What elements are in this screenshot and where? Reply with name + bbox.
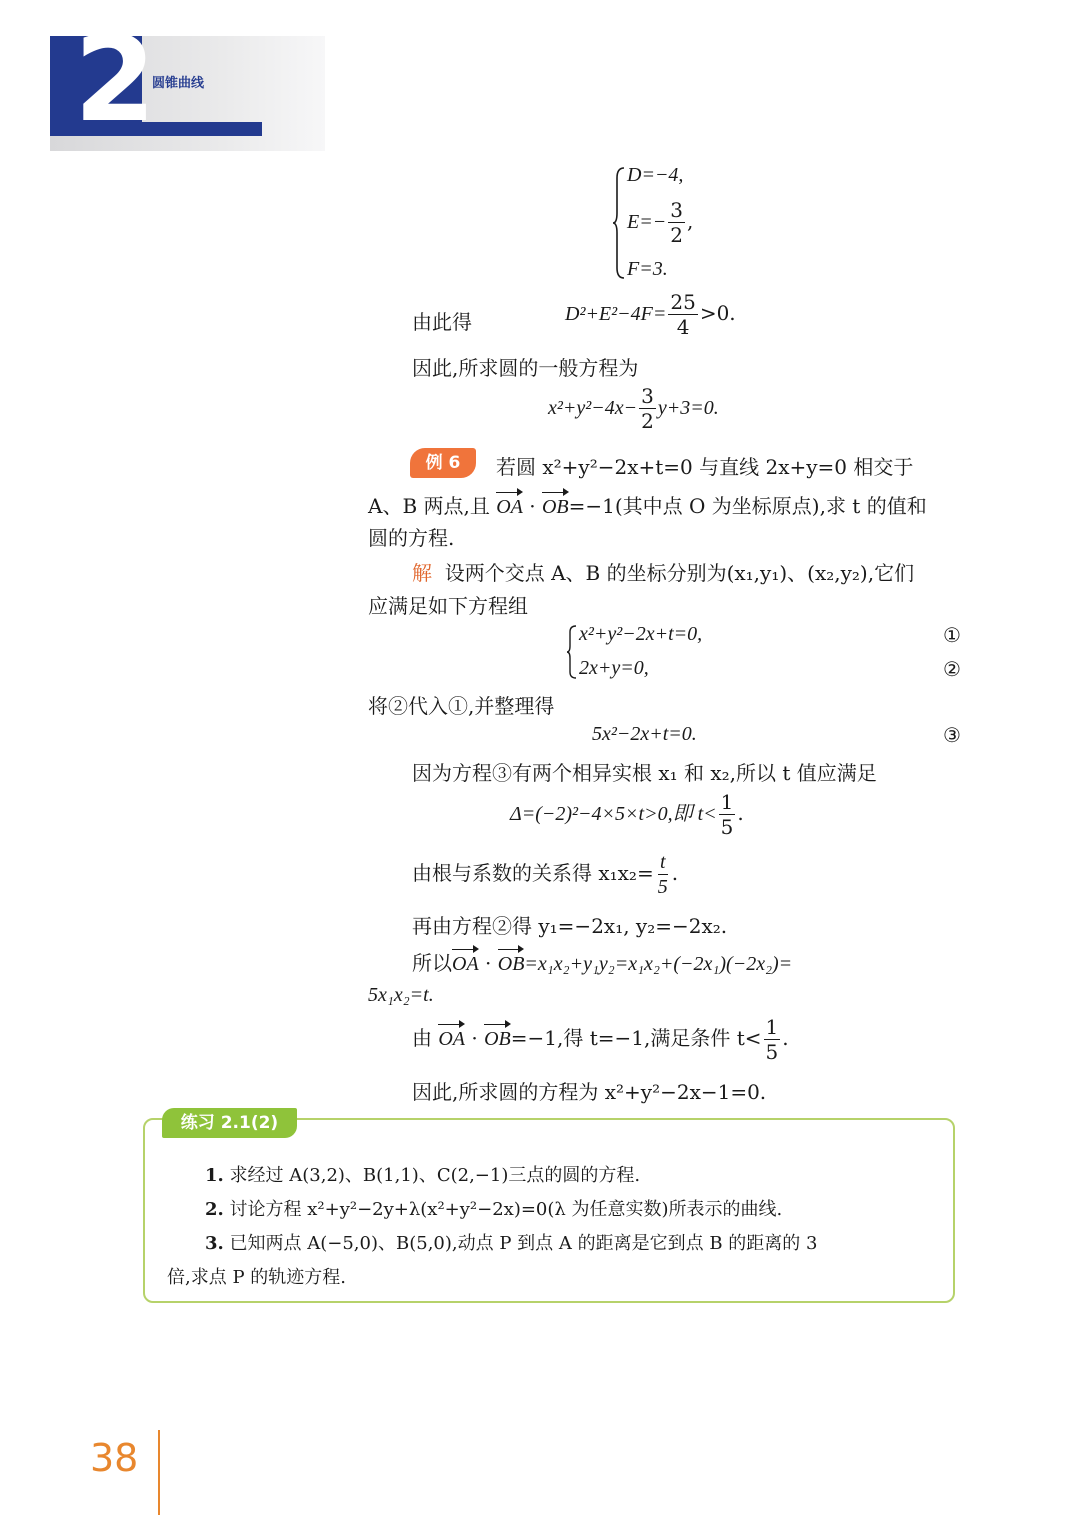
from-fraction <box>764 1017 781 1062</box>
equation-fraction <box>639 386 656 431</box>
from-prefix: 由 <box>412 1026 432 1050</box>
system-e-numerator: 3 <box>670 198 683 222</box>
vector-ob: OB <box>541 496 569 518</box>
system-e-denominator: 2 <box>670 223 683 247</box>
equation-denominator: 2 <box>641 409 654 433</box>
system-line-e <box>627 200 693 245</box>
dot-operator-2: · <box>485 951 492 975</box>
exercise-item-3 <box>205 1229 817 1255</box>
because-text: 因为方程③有两个相异实根 x₁ 和 x₂,所以 t 值应满足 <box>412 761 877 785</box>
delta-condition <box>510 792 744 837</box>
exercise-title: 练习 2.1(2) <box>162 1108 297 1138</box>
example-6-line-1: 若圆 x²+y²−2x+t=0 与直线 2x+y=0 相交于 <box>496 455 914 479</box>
vieta-numerator: t <box>659 851 666 873</box>
derive-prefix: D²+E²−4F= <box>565 303 667 325</box>
delta-prefix: Δ=(−2)²−4×5×t>0,即 t< <box>510 803 717 825</box>
from-line <box>412 1017 789 1062</box>
final-answer: 因此,所求圆的方程为 x²+y²−2x−1=0. <box>412 1080 767 1104</box>
derive-denominator: 4 <box>676 315 690 339</box>
chapter-header-bar <box>142 122 262 136</box>
page-number-rule <box>158 1430 160 1515</box>
vector-oa-2: OA <box>452 953 479 975</box>
solution-line-2: 应满足如下方程组 <box>368 594 528 618</box>
exercise-item-3-text: 已知两点 A(−5,0)、B(5,0),动点 P 到点 A 的距离是它到点 B 的距离的 3 <box>229 1233 818 1254</box>
system-brace-icon <box>612 166 626 280</box>
example-6-tag: 例 6 <box>410 448 476 478</box>
exercise-item-1-number: 1. <box>205 1165 224 1186</box>
exercise-item-2 <box>205 1195 782 1221</box>
substitute-text: 将②代入①,并整理得 <box>368 694 555 718</box>
delta-fraction <box>719 792 736 837</box>
system-line-f: F=3. <box>627 258 668 280</box>
dot-operator: · <box>529 494 536 518</box>
solution-label: 解 <box>412 561 432 585</box>
exercise-item-1 <box>205 1161 640 1187</box>
vieta-suffix: . <box>671 861 679 885</box>
chapter-number: 2 <box>74 10 157 148</box>
equation-mark-2: ② <box>943 657 961 681</box>
system2-equation-2: 2x+y=0, <box>579 657 649 679</box>
so-expression: =x₁x₂+y₁y₂=x₁x₂+(−2x₁)(−2x₂)= <box>524 953 793 975</box>
delta-denominator: 5 <box>720 815 734 839</box>
vieta-prefix: 由根与系数的关系得 x₁x₂= <box>412 861 654 885</box>
so-prefix: 所以 <box>412 951 452 975</box>
system-line-d: D=−4, <box>627 164 684 186</box>
so-line-2: 5x₁x₂=t. <box>368 984 434 1006</box>
equation-3: 5x²−2x+t=0. <box>592 723 697 745</box>
derive-label: 由此得 <box>412 310 472 334</box>
system2-brace-icon <box>566 624 578 680</box>
exercise-item-3-continued: 倍,求点 P 的轨迹方程. <box>167 1267 346 1288</box>
equation-mark-1: ① <box>943 623 961 647</box>
page-number: 38 <box>90 1436 139 1480</box>
equation-prefix: x²+y²−4x− <box>548 397 638 419</box>
dot-product-line <box>412 947 792 976</box>
example-6-line-2 <box>368 490 927 519</box>
delta-suffix: . <box>737 801 744 825</box>
vieta-denominator: 5 <box>657 876 668 898</box>
system-e-prefix: E=− <box>627 211 667 233</box>
system2-equation-1: x²+y²−2x+t=0, <box>579 623 703 645</box>
equation-suffix: y+3=0. <box>657 397 719 419</box>
general-equation <box>548 386 719 431</box>
from-middle: =−1,得 t=−1,满足条件 t< <box>510 1026 762 1050</box>
solution-line-1 <box>412 557 914 586</box>
from-suffix: . <box>782 1026 789 1050</box>
derive-suffix: >0. <box>699 301 736 325</box>
example-6-line-2-start: A、B 两点,且 <box>368 494 490 518</box>
system-e-fraction <box>668 200 685 245</box>
vieta-fraction <box>656 852 670 897</box>
delta-numerator: 1 <box>720 790 734 814</box>
system-e-suffix: , <box>686 209 694 233</box>
dot-operator-3: · <box>471 1026 478 1050</box>
example-6-line-2-end: =−1(其中点 O 为坐标原点),求 t 的值和 <box>568 494 927 518</box>
exercise-item-2-text: 讨论方程 x²+y²−2y+λ(x²+y²−2x)=0(λ 为任意实数)所表示的曲线. <box>229 1199 783 1220</box>
derive-expression <box>565 292 736 337</box>
equation-numerator: 3 <box>641 384 654 408</box>
equation-mark-3: ③ <box>943 723 961 747</box>
from-denominator: 5 <box>765 1040 779 1064</box>
exercise-item-3-number: 3. <box>205 1233 224 1254</box>
vector-oa-3: OA <box>438 1028 466 1050</box>
vieta-relation <box>412 852 678 897</box>
solution-line-1-text: 设两个交点 A、B 的坐标分别为(x₁,y₁)、(x₂,y₂),它们 <box>444 561 915 585</box>
chapter-title: 圆锥曲线 <box>152 76 205 91</box>
exercise-item-1-text: 求经过 A(3,2)、B(1,1)、C(2,−1)三点的圆的方程. <box>229 1165 641 1186</box>
again-text: 再由方程②得 y₁=−2x₁, y₂=−2x₂. <box>412 914 728 938</box>
exercise-item-2-number: 2. <box>205 1199 224 1220</box>
vector-oa: OA <box>496 496 523 518</box>
from-numerator: 1 <box>765 1015 779 1039</box>
derive-numerator: 25 <box>670 290 696 314</box>
vector-ob-3: OB <box>484 1028 511 1050</box>
conclusion-text: 因此,所求圆的一般方程为 <box>412 356 639 380</box>
derive-fraction <box>668 292 697 337</box>
vector-ob-2: OB <box>497 953 525 975</box>
example-6-line-3: 圆的方程. <box>368 526 455 550</box>
